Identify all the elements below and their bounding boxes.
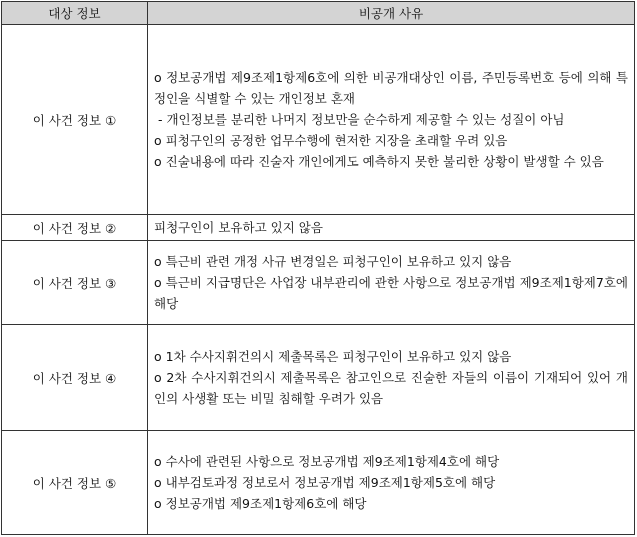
reason-line: o 정보공개법 제9조제1항제6호에 의한 비공개대상인 이름, 주민등록번호 등에 의해 특정인을 식별할 수 있는 개인정보 혼재 — [154, 70, 628, 106]
table-row — [2, 241, 635, 325]
reason-line: o 2차 수사지휘건의시 제출목록은 참고인으로 진술한 자들의 이름이 기재되어 있어 개인의 사생활 또는 비밀 침해할 우려가 있음 — [154, 370, 628, 406]
row-reason — [148, 325, 635, 431]
reason-line: o 특근비 관련 개정 사규 변경일은 피청구인이 보유하고 있지 않음 — [154, 254, 512, 269]
row-label: 이 사건 정보 ① — [2, 25, 148, 215]
table-row — [2, 325, 635, 431]
row-reason — [148, 431, 635, 535]
header-target-info: 대상 정보 — [2, 2, 148, 25]
row-label: 이 사건 정보 ④ — [2, 325, 148, 431]
row-reason — [148, 241, 635, 325]
reason-line: o 정보공개법 제9조제1항제6호에 해당 — [154, 496, 367, 511]
reason-line: o 피청구인의 공정한 업무수행에 현저한 지장을 초래할 우려 있음 — [154, 133, 508, 148]
table-row — [2, 25, 635, 215]
row-reason — [148, 25, 635, 215]
row-label: 이 사건 정보 ⑤ — [2, 431, 148, 535]
row-label: 이 사건 정보 ② — [2, 215, 148, 241]
reason-line: o 진술내용에 따라 진술자 개인에게도 예측하지 못한 불리한 상황이 발생할 수 있음 — [154, 154, 604, 169]
reason-line: - 개인정보를 분리한 나머지 정보만을 순수하게 제공할 수 있는 성질이 아님 — [158, 112, 565, 127]
reason-line: 피청구인이 보유하고 있지 않음 — [154, 220, 323, 235]
row-label: 이 사건 정보 ③ — [2, 241, 148, 325]
table-row — [2, 431, 635, 535]
reason-line: o 1차 수사지휘건의시 제출목록은 피청구인이 보유하고 있지 않음 — [154, 349, 512, 364]
reason-line: o 특근비 지급명단은 사업장 내부관리에 관한 사항으로 정보공개법 제9조제1항제7호에 해당 — [154, 275, 628, 311]
table-row — [2, 215, 635, 241]
reason-line: o 내부검토과정 정보로서 정보공개법 제9조제1항제5호에 해당 — [154, 475, 496, 490]
nondisclosure-table — [1, 1, 635, 535]
reason-line: o 수사에 관련된 사항으로 정보공개법 제9조제1항제4호에 해당 — [154, 454, 500, 469]
row-reason — [148, 215, 635, 241]
header-reason: 비공개 사유 — [148, 2, 635, 25]
header-row — [2, 2, 635, 25]
